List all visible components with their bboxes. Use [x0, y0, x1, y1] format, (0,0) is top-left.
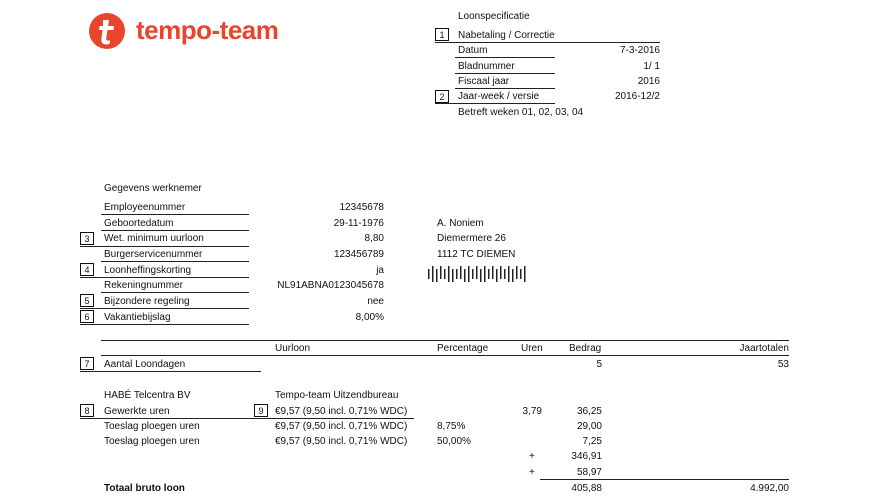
col-header-jaartotalen: Jaartotalen [739, 343, 789, 354]
postal-barcode-icon [428, 266, 526, 282]
row-uurloon: €9,57 (9,50 incl. 0,71% WDC) [275, 436, 408, 447]
loondagen-bedrag: 5 [596, 359, 602, 370]
loondagen-jaar: 53 [777, 359, 789, 370]
emp-label-vakantiebijslag: Vakantiebijslag [104, 312, 171, 323]
header-weeks: Betreft weken 01, 02, 03, 04 [458, 107, 584, 118]
marker-8: 8 [80, 404, 94, 417]
marker-3: 3 [80, 232, 94, 245]
row-percentage: 8,75% [437, 421, 466, 432]
emp-value-geboortedatum: 29-11-1976 [333, 218, 384, 229]
marker-1: 1 [435, 28, 449, 41]
marker-2: 2 [435, 90, 449, 103]
emp-value-employeenummer: 12345678 [339, 202, 384, 213]
header-value-jaar-week: 2016-12/2 [614, 91, 660, 102]
col-header-uren: Uren [521, 343, 543, 354]
marker-4: 4 [80, 263, 94, 276]
total-jaar: 4.992,00 [750, 483, 789, 494]
marker-7: 7 [80, 357, 94, 370]
document-title: Loonspecificatie [458, 11, 530, 22]
logo [88, 12, 278, 52]
row-label: Toeslag ploegen uren [104, 436, 200, 447]
marker-9: 9 [254, 404, 268, 417]
header-value-fiscaal-jaar: 2016 [637, 76, 660, 87]
header-label-correctie: Nabetaling / Correctie [458, 30, 555, 41]
emp-value-bijzondere-regeling: nee [367, 296, 384, 307]
col-header-bedrag: Bedrag [569, 343, 602, 354]
emp-value-loonheffingskorting: ja [376, 265, 384, 276]
row-label: Gewerkte uren [104, 406, 170, 417]
row-uurloon: €9,57 (9,50 incl. 0,71% WDC) [275, 421, 408, 432]
marker-6: 6 [80, 310, 94, 323]
subtotal-bedrag: 58,97 [576, 467, 602, 478]
row-percentage: 50,00% [437, 436, 471, 447]
row-bedrag: 36,25 [576, 406, 602, 417]
emp-label-minimum-uurloon: Wet. minimum uurloon [104, 233, 204, 244]
subtotal-sign: + [529, 451, 535, 462]
emp-label-bsn: Burgerservicenummer [104, 249, 203, 260]
col-header-percentage: Percentage [437, 343, 489, 354]
emp-value-vakantiebijslag: 8,00% [355, 312, 384, 323]
row-bedrag: 29,00 [576, 421, 602, 432]
loondagen-label: Aantal Loondagen [104, 359, 186, 370]
bureau-name: Tempo-team Uitzendbureau [275, 390, 399, 401]
company-name: HABÉ Telcentra BV [104, 390, 191, 401]
header-label-datum: Datum [458, 45, 488, 56]
emp-label-loonheffingskorting: Loonheffingskorting [104, 265, 192, 276]
subtotal-bedrag: 346,91 [571, 451, 602, 462]
emp-value-rekeningnummer: NL91ABNA0123045678 [277, 280, 384, 291]
header-label-jaar-week: Jaar-week / versie [458, 91, 540, 102]
col-header-uurloon: Uurloon [275, 343, 311, 354]
logo-wordmark: tempo-team [136, 15, 279, 45]
total-bedrag: 405,88 [571, 483, 602, 494]
employee-section-title: Gegevens werknemer [104, 183, 202, 194]
row-uren: 3,79 [522, 406, 542, 417]
address-name: A. Noniem [437, 218, 484, 229]
emp-label-rekeningnummer: Rekeningnummer [104, 280, 183, 291]
emp-value-bsn: 123456789 [333, 249, 384, 260]
subtotal-sign: + [529, 467, 535, 478]
row-uurloon: €9,57 (9,50 incl. 0,71% WDC) [275, 406, 408, 417]
emp-label-geboortedatum: Geboortedatum [104, 218, 174, 229]
header-label-fiscaal-jaar: Fiscaal jaar [458, 76, 510, 87]
row-label: Toeslag ploegen uren [104, 421, 200, 432]
address-city: 1112 TC DIEMEN [437, 249, 516, 260]
marker-5: 5 [80, 294, 94, 307]
total-label: Totaal bruto loon [104, 483, 185, 494]
row-bedrag: 7,25 [582, 436, 602, 447]
emp-label-bijzondere-regeling: Bijzondere regeling [104, 296, 190, 307]
tempo-team-logo-icon [88, 12, 126, 50]
header-label-bladnummer: Bladnummer [458, 61, 515, 72]
header-value-bladnummer: 1/ 1 [643, 61, 660, 72]
emp-value-minimum-uurloon: 8,80 [364, 233, 384, 244]
header-value-datum: 7-3-2016 [619, 45, 660, 56]
address-street: Diemermere 26 [437, 233, 506, 244]
emp-label-employeenummer: Employeenummer [104, 202, 186, 213]
